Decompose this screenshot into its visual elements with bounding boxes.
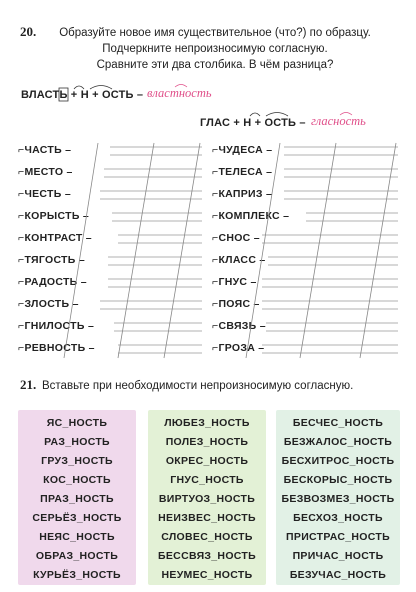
list-item: ⌐СВЯЗЬ – (212, 320, 266, 332)
list-item: ⌐ЧЕСТЬ – (18, 188, 71, 200)
list-item: БЕСХОЗ_НОСТЬ (293, 512, 383, 524)
list-item: ⌐МЕСТО – (18, 166, 73, 178)
list-item: ПОЛЕЗ_НОСТЬ (165, 436, 249, 448)
list-item: ⌐ЧАСТЬ – (18, 144, 72, 156)
list-item: ⌐ГНИЛОСТЬ – (18, 320, 95, 332)
list-item: БЕЗВОЗМЕЗ_НОСТЬ (281, 493, 395, 505)
root-mark: ⌐ (212, 320, 219, 332)
list-item: ЛЮБЕЗ_НОСТЬ (164, 417, 250, 429)
root-mark: ⌐ (18, 166, 25, 178)
root-mark: ⌐ (212, 232, 219, 244)
list-item: ⌐КОМПЛЕКС – (212, 210, 290, 222)
list-item: ⌐ГРОЗА – (212, 342, 265, 354)
list-item: БЕСЧЕС_НОСТЬ (292, 417, 384, 429)
list-item: ⌐КОНТРАСТ – (18, 232, 92, 244)
root-mark: ⌐ (18, 342, 25, 354)
root-mark: ⌐ (212, 342, 219, 354)
list-item: СЕРЬЁЗ_НОСТЬ (32, 512, 122, 524)
list-item: ПРИЧАС_НОСТЬ (292, 550, 384, 562)
root-mark: ⌐ (18, 144, 25, 156)
list-item: ⌐ТЕЛЕСА – (212, 166, 273, 178)
exercise-21-number: 21. (20, 377, 37, 392)
list-item: НЕЯС_НОСТЬ (39, 531, 115, 543)
list-item: ОБРАЗ_НОСТЬ (35, 550, 119, 562)
example-result-2: гласность (311, 114, 366, 128)
list-item: КОС_НОСТЬ (43, 474, 111, 486)
root-mark: ⌐ (212, 298, 219, 310)
exercise-20-number: 20. (20, 24, 37, 39)
exercise-21-task: Вставьте при необходимости непроизносимую согласную. (42, 380, 354, 392)
example-formula-2: ГЛАС + Н + ОСТЬ – (200, 117, 306, 129)
root-mark: ⌐ (18, 276, 25, 288)
task-line: Сравните эти два столбика. В чём разница? (96, 59, 334, 71)
list-item: ⌐КЛАСС – (212, 254, 266, 266)
root-mark: ⌐ (18, 254, 25, 266)
task-line: Подчеркните непроизносимую согласную. (102, 43, 328, 55)
list-item: КУРЬЁЗ_НОСТЬ (33, 569, 121, 581)
list-item: БЕСКОРЫС_НОСТЬ (283, 474, 393, 486)
root-mark: ⌐ (18, 210, 25, 222)
list-item: БЕЗУЧАС_НОСТЬ (289, 569, 387, 581)
example-result-1: властность (147, 86, 212, 100)
list-item: ПРИСТРАС_НОСТЬ (286, 531, 390, 543)
list-item: ⌐КОРЫСТЬ – (18, 210, 90, 222)
root-mark: ⌐ (18, 232, 25, 244)
list-item: БЕЗЖАЛОС_НОСТЬ (283, 436, 393, 448)
root-mark: ⌐ (212, 188, 219, 200)
root-mark: ⌐ (212, 144, 219, 156)
list-item: НЕИЗВЕС_НОСТЬ (158, 512, 256, 524)
list-item: НЕУМЕС_НОСТЬ (161, 569, 253, 581)
root-mark: ⌐ (212, 254, 219, 266)
list-item: ⌐ГНУС – (212, 276, 257, 288)
root-mark: ⌐ (212, 210, 219, 222)
list-item: БЕССВЯЗ_НОСТЬ (158, 550, 256, 562)
root-mark: ⌐ (18, 188, 25, 200)
list-item: ВИРТУОЗ_НОСТЬ (158, 493, 256, 505)
list-item: ПРАЗ_НОСТЬ (40, 493, 114, 505)
root-mark: ⌐ (212, 166, 219, 178)
root-mark: ⌐ (18, 320, 25, 332)
list-item: ГРУЗ_НОСТЬ (41, 455, 113, 467)
list-item: ГНУС_НОСТЬ (170, 474, 244, 486)
example-formula-1: ВЛАСТЬ + Н + ОСТЬ – (21, 89, 144, 101)
list-item: ⌐ПОЯС – (212, 298, 260, 310)
list-item: БЕСХИТРОС_НОСТЬ (281, 455, 395, 467)
list-item: ЯС_НОСТЬ (46, 417, 108, 429)
root-mark: ⌐ (212, 276, 219, 288)
list-item: ⌐РАДОСТЬ – (18, 276, 87, 288)
list-item: ⌐ЧУДЕСА – (212, 144, 273, 156)
list-item: СЛОВЕС_НОСТЬ (161, 531, 253, 543)
task-line: Образуйте новое имя существительное (что?) по образцу. (59, 27, 371, 39)
root-mark: ⌐ (18, 298, 25, 310)
list-item: ⌐СНОС – (212, 232, 260, 244)
list-item: РАЗ_НОСТЬ (44, 436, 110, 448)
list-item: ОКРЕС_НОСТЬ (165, 455, 249, 467)
list-item: ⌐КАПРИЗ – (212, 188, 273, 200)
list-item: ⌐ЗЛОСТЬ – (18, 298, 79, 310)
list-item: ⌐РЕВНОСТЬ – (18, 342, 95, 354)
list-item: ⌐ТЯГОСТЬ – (18, 254, 85, 266)
